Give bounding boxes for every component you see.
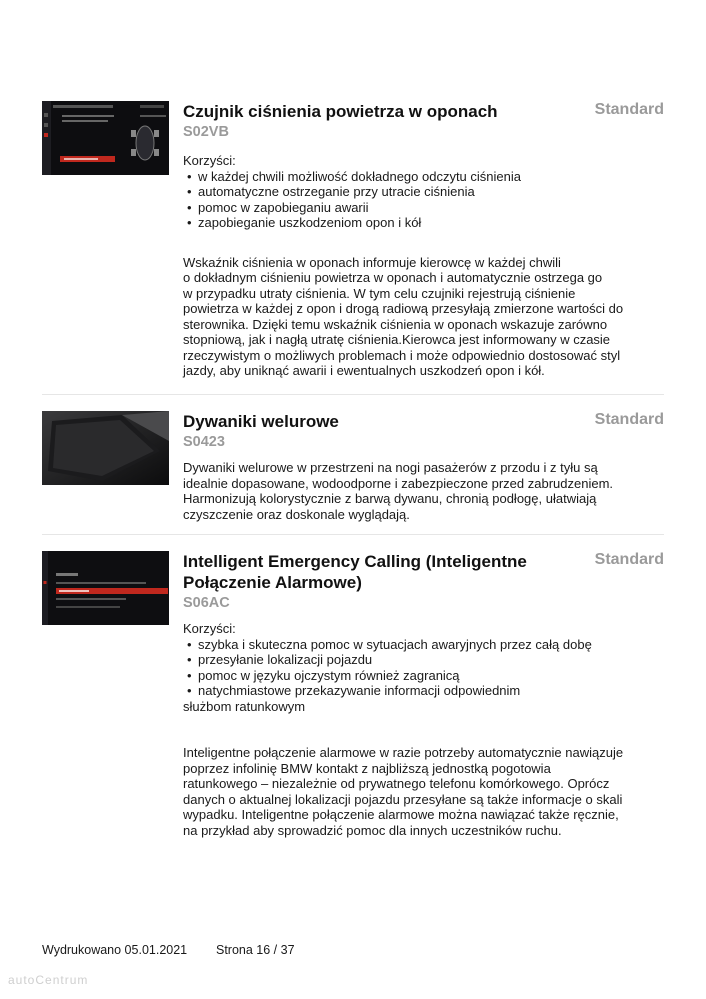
list-item: • w każdej chwili możliwość dokładnego odczytu ciśnienia	[187, 168, 521, 184]
footer-printed-date: Wydrukowano 05.01.2021	[42, 943, 188, 957]
divider	[42, 394, 664, 395]
list-item: • pomoc w języku ojczystym również zagranicą	[187, 667, 460, 683]
list-item: • natychmiastowe przekazywanie informacji odpowiednim	[187, 683, 521, 698]
tire-pressure-screen-illustration	[42, 101, 169, 175]
emergency-call-screen-illustration	[42, 551, 169, 625]
velour-mats-image	[42, 411, 169, 485]
list-item: • przesyłanie lokalizacji pojazdu	[187, 652, 373, 667]
tire-pressure-image	[42, 101, 169, 175]
benefits-continuation: służbom ratunkowym	[183, 698, 306, 714]
list-item: • automatyczne ostrzeganie przy utracie ciśnienia	[187, 184, 475, 199]
footer-page-number: Strona 16 / 37	[216, 943, 295, 957]
option-description: Inteligentne połączenie alarmowe w razie potrzeby automatycznie nawiązuje poprzez infolinię BMW kontakt z najbliższą jednostką pogotowia ratunkowego – niezależnie od prywatnego telefonu komórkowego. Oprócz danych o aktualnej lokalizacji pojazdu przesyłane są także informacje o skali wypadku. Inteligentne połączenie alarmowe można nawiązać także ręcznie, na przykład aby sprowadzić pomoc dla innych uczestników ruchu.	[183, 745, 624, 838]
option-emergency-calling	[42, 551, 664, 851]
option-code: S02VB	[183, 124, 229, 140]
standard-badge: Standard	[594, 101, 664, 118]
option-velour-mats	[42, 411, 664, 526]
option-title: Intelligent Emergency Calling (Inteligentne Połączenie Alarmowe)	[183, 552, 527, 592]
watermark: autoCentrum	[8, 973, 89, 987]
option-code: S0423	[183, 434, 225, 450]
standard-badge: Standard	[594, 411, 664, 428]
benefits-label: Korzyści:	[183, 153, 236, 168]
list-item: • szybka i skuteczna pomoc w sytuacjach awaryjnych przez całą dobę	[187, 636, 592, 652]
standard-badge: Standard	[594, 551, 664, 568]
benefits-label: Korzyści:	[183, 621, 236, 636]
floor-mat-illustration	[42, 411, 169, 485]
divider	[42, 534, 664, 535]
option-title: Dywaniki welurowe	[183, 412, 339, 431]
option-code: S06AC	[183, 595, 230, 611]
option-description: Wskaźnik ciśnienia w oponach informuje kierowcę w każdej chwili o dokładnym ciśnieniu powietrza w oponach i automatycznie ostrzega go w przypadku utraty ciśnienia. W tym celu czujniki rejestrują ciśnienie powietrza w każdej z opon i drogą radiową przesyłają zmierzone wartości do sterownika. Dzięki temu wskaźnik ciśnienia w oponach wskazuje zarówno stopniową, jak i nagłą utratę ciśnienia.Kierowca jest informowany w czasie rzeczywistym o możliwych problemach i może odpowiednio dostosować styl jazdy, aby uniknąć awarii i ewentualnych uszkodzeń opon i kół.	[183, 254, 624, 378]
list-item: • zapobieganie uszkodzeniom opon i kół	[187, 215, 422, 230]
emergency-call-image	[42, 551, 169, 625]
option-title: Czujnik ciśnienia powietrza w oponach	[183, 102, 498, 121]
option-tire-pressure	[42, 101, 664, 391]
benefits-list	[183, 637, 665, 699]
list-item: • pomoc w zapobieganiu awarii	[187, 199, 369, 215]
option-description: Dywaniki welurowe w przestrzeni na nogi pasażerów z przodu i z tyłu są idealnie dopasowane, wodoodporne i zabezpieczone przed zabrudzeniem. Harmonizują kolorystycznie z barwą dywanu, chronią podłogę, ułatwiają czyszczenie oraz doskonale wyglądają.	[183, 460, 614, 522]
benefits-list	[183, 169, 665, 231]
